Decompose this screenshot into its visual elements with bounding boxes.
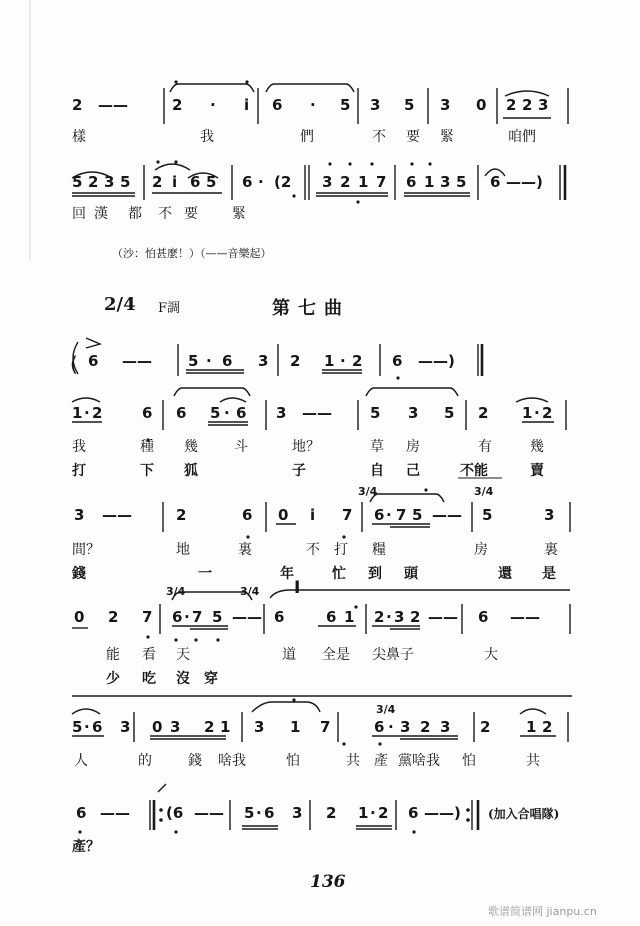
time-change-label: 3/4 [358, 485, 378, 498]
lyric: 少 [106, 671, 120, 687]
note-dash: ——) [424, 804, 461, 822]
lyric: 道 [282, 647, 296, 663]
time-change-label: 3/4 [166, 585, 186, 598]
note: 7 [342, 506, 353, 524]
lyric: 看 [142, 647, 156, 663]
note: i [244, 96, 250, 114]
note: 5 [120, 173, 131, 191]
lyric: 打 [334, 542, 348, 558]
lyric: 能 [106, 647, 120, 663]
note-dash: —— [302, 404, 332, 422]
note: 3 [74, 506, 85, 524]
note: 1 [424, 173, 435, 191]
note: 5 [72, 173, 83, 191]
note: 2 [506, 96, 517, 114]
lyric: 咱們 [508, 129, 536, 145]
note-dash: —— [102, 506, 132, 524]
note: 2 [522, 96, 533, 114]
note: 5 [482, 506, 493, 524]
note: (6 [166, 804, 184, 822]
note: 5 [444, 404, 455, 422]
note: 6 [236, 404, 247, 422]
note: 6 [92, 718, 103, 736]
page-number: 136 [310, 872, 346, 892]
note-dash: —— [194, 804, 224, 822]
note: 3 [370, 96, 381, 114]
note: 2 [108, 608, 119, 626]
note: 3 [322, 173, 333, 191]
note: 3 [292, 804, 303, 822]
lyric: 全是 [322, 647, 350, 663]
note: 3 [276, 404, 287, 422]
lyric: 裏 [544, 542, 558, 558]
lyric: 草 [370, 439, 384, 455]
note-dash: —— [100, 804, 130, 822]
lyric: 要 [184, 206, 198, 222]
note-dash: —— [98, 96, 128, 114]
time-signature: 2/4 [104, 294, 136, 315]
lyric: 共 [526, 753, 540, 769]
lyric: 錢 [188, 753, 202, 769]
note-dash: ——) [506, 173, 543, 191]
lyric: 下 [140, 463, 154, 479]
note: 6 [76, 804, 87, 822]
note: 5 [188, 352, 199, 370]
lyric: 樣 [72, 129, 86, 145]
lyric: 共 [346, 753, 360, 769]
note: 3 [544, 506, 555, 524]
note: 2 [542, 718, 553, 736]
note: 1 [324, 352, 335, 370]
note: 6 [326, 608, 337, 626]
lyric: 尖鼻子 [372, 647, 414, 663]
lyric: 錢 [72, 566, 86, 582]
note: 2 [290, 352, 301, 370]
note-dash: —— [510, 608, 540, 626]
note: 6 [490, 173, 501, 191]
note: 3 [408, 404, 419, 422]
lyric: 要 [406, 129, 420, 145]
note: 1 [220, 718, 231, 736]
note-rest: 0 [152, 718, 163, 736]
note: 6 [190, 173, 201, 191]
time-change-label: 3/4 [474, 485, 494, 498]
note: i [172, 173, 178, 191]
lyric: 房 [474, 542, 488, 558]
augmentation-dot: · [386, 608, 392, 626]
note: 1 [290, 718, 301, 736]
note: 2 [176, 506, 187, 524]
note: 7 [142, 608, 153, 626]
augmentation-dot: · [84, 404, 90, 422]
augmentation-dot: · [224, 404, 230, 422]
lyric: 吃 [142, 671, 156, 687]
lyric: 種 [140, 439, 154, 455]
note: 2 [378, 804, 389, 822]
note: i [310, 506, 316, 524]
note: 6 [408, 804, 419, 822]
note: 3 [400, 718, 411, 736]
section-marker: I [294, 578, 301, 598]
note: 6 [374, 506, 385, 524]
lyric: 黨啥我 [398, 753, 440, 769]
note: 5 [212, 608, 223, 626]
lyric: 一 [198, 566, 212, 582]
note-rest: 0 [278, 506, 289, 524]
note: 6 [478, 608, 489, 626]
lyric: 沒 [176, 671, 190, 687]
note-rest: 0 [476, 96, 487, 114]
note: 2 [480, 718, 491, 736]
note: 3 [258, 352, 269, 370]
note: 5 [404, 96, 415, 114]
lyric: 狐 [184, 463, 198, 479]
lyric: 不能 [460, 463, 488, 479]
lyric: 斗 [234, 439, 248, 455]
lyric: 地？ [292, 439, 320, 455]
note: 6 [142, 404, 153, 422]
lyric: 怕 [286, 753, 300, 769]
lyric: 大 [484, 647, 498, 663]
note: 2 [478, 404, 489, 422]
lyric: 裏 [238, 542, 252, 558]
lyric: 幾 [530, 439, 544, 455]
note: 1 [72, 404, 83, 422]
note: 2 [410, 608, 421, 626]
note: 3 [170, 718, 181, 736]
lyric: 我 [72, 439, 86, 455]
lyric: 產？ [72, 839, 100, 855]
open-paren: ( [70, 352, 78, 376]
lyric: 產 [374, 753, 388, 769]
note: 5 [72, 718, 83, 736]
augmentation-dot: · [340, 352, 346, 370]
note: 6 [392, 352, 403, 370]
note: 2 [172, 96, 183, 114]
note: 1 [522, 404, 533, 422]
lyric: 忙 [332, 566, 346, 582]
watermark: 歌谱简谱网 jianpu.cn [488, 905, 597, 918]
note: 5 [340, 96, 351, 114]
lyric: 天 [176, 647, 190, 663]
time-change-label: 3/4 [376, 703, 396, 716]
lyric: 不 [158, 206, 172, 222]
note: 6 [242, 506, 253, 524]
augmentation-dot: · [210, 96, 216, 114]
chorus-direction: (加入合唱隊) [488, 807, 560, 821]
lyric: 糧 [372, 542, 386, 558]
lyric: 回 [72, 206, 86, 222]
note: 6 [172, 608, 183, 626]
key-label: F調 [158, 301, 181, 316]
lyric: 幾 [184, 439, 198, 455]
note: 3 [104, 173, 115, 191]
augmentation-dot: · [386, 506, 392, 524]
note: 1 [358, 173, 369, 191]
note: 2 [204, 718, 215, 736]
note: 7 [192, 608, 203, 626]
note: 3 [394, 608, 405, 626]
lyric: 都 [128, 206, 142, 222]
lyric: 頭 [404, 566, 418, 582]
note: 7 [376, 173, 387, 191]
note: 5 [244, 804, 255, 822]
augmentation-dot: · [310, 96, 316, 114]
note: 5 [456, 173, 467, 191]
lyric: 們 [300, 129, 314, 145]
augmentation-dot: · [388, 718, 394, 736]
note: 3 [440, 173, 451, 191]
note: 3 [254, 718, 265, 736]
note: 3 [440, 718, 451, 736]
note: 1 [358, 804, 369, 822]
note: 7 [320, 718, 331, 736]
augmentation-dot: · [534, 404, 540, 422]
augmentation-dot: · [258, 173, 264, 191]
note: 6 [176, 404, 187, 422]
note: 2 [374, 608, 385, 626]
time-change-label: 3/4 [240, 585, 260, 598]
lyric: 房 [406, 439, 420, 455]
note: 2 [152, 173, 163, 191]
note: 6 [264, 804, 275, 822]
lyric: 有 [478, 439, 492, 455]
note: 2 [340, 173, 351, 191]
lyric: 子 [292, 463, 306, 479]
note: 5 [370, 404, 381, 422]
lyric: 到 [368, 566, 382, 582]
lyric: 漢 [94, 206, 108, 222]
note-rest: 0 [74, 608, 85, 626]
lyric: 地 [176, 542, 190, 558]
spoken-direction: （沙：怕甚麼！）（——音樂起） [112, 247, 272, 260]
note: 2 [352, 352, 363, 370]
lyric: 怕 [462, 753, 476, 769]
lyric: 年 [280, 566, 294, 582]
note-dash: —— [428, 608, 458, 626]
lyric: 打 [72, 463, 86, 479]
note: 3 [120, 718, 131, 736]
lyric: 賣 [530, 463, 544, 479]
lyric: 不 [372, 129, 386, 145]
note-dash: —— [232, 608, 262, 626]
note: 6 [242, 173, 253, 191]
note: 5 [412, 506, 423, 524]
lyric: 緊 [440, 129, 454, 145]
lyric: 我 [200, 129, 214, 145]
lyric: 緊 [232, 206, 246, 222]
note: 6 [222, 352, 233, 370]
note: 3 [440, 96, 451, 114]
note: 1 [344, 608, 355, 626]
note: (2 [274, 173, 292, 191]
augmentation-dot: · [206, 352, 212, 370]
note: 1 [526, 718, 537, 736]
note: 3 [538, 96, 549, 114]
augmentation-dot: · [184, 608, 190, 626]
note-dash: —— [122, 352, 152, 370]
lyric: 還 [498, 566, 512, 582]
note: 2 [326, 804, 337, 822]
augmentation-dot: · [370, 804, 376, 822]
note: 6 [374, 718, 385, 736]
note: 5 [210, 404, 221, 422]
note: 6 [272, 96, 283, 114]
lyric: 的 [138, 753, 152, 769]
section-title: 第七曲 [272, 298, 350, 319]
lyric: 穿 [204, 671, 218, 687]
augmentation-dot: · [256, 804, 262, 822]
lyric: 人 [74, 753, 88, 769]
note: 6 [406, 173, 417, 191]
note: 2 [420, 718, 431, 736]
note-dash: ——) [418, 352, 455, 370]
lyric: 己 [406, 463, 420, 479]
note: 2 [88, 173, 99, 191]
note: 6 [88, 352, 99, 370]
note: 2 [92, 404, 103, 422]
lyric: 是 [542, 566, 556, 582]
lyric: 啥我 [218, 753, 246, 769]
note: 2 [542, 404, 553, 422]
note: 6 [274, 608, 285, 626]
lyric: 間？ [72, 542, 100, 558]
augmentation-dot: · [84, 718, 90, 736]
lyric: 自 [370, 463, 384, 479]
note: 5 [206, 173, 217, 191]
note: 7 [396, 506, 407, 524]
note: 2 [72, 96, 83, 114]
lyric: 不 [306, 542, 320, 558]
note-dash: —— [432, 506, 462, 524]
